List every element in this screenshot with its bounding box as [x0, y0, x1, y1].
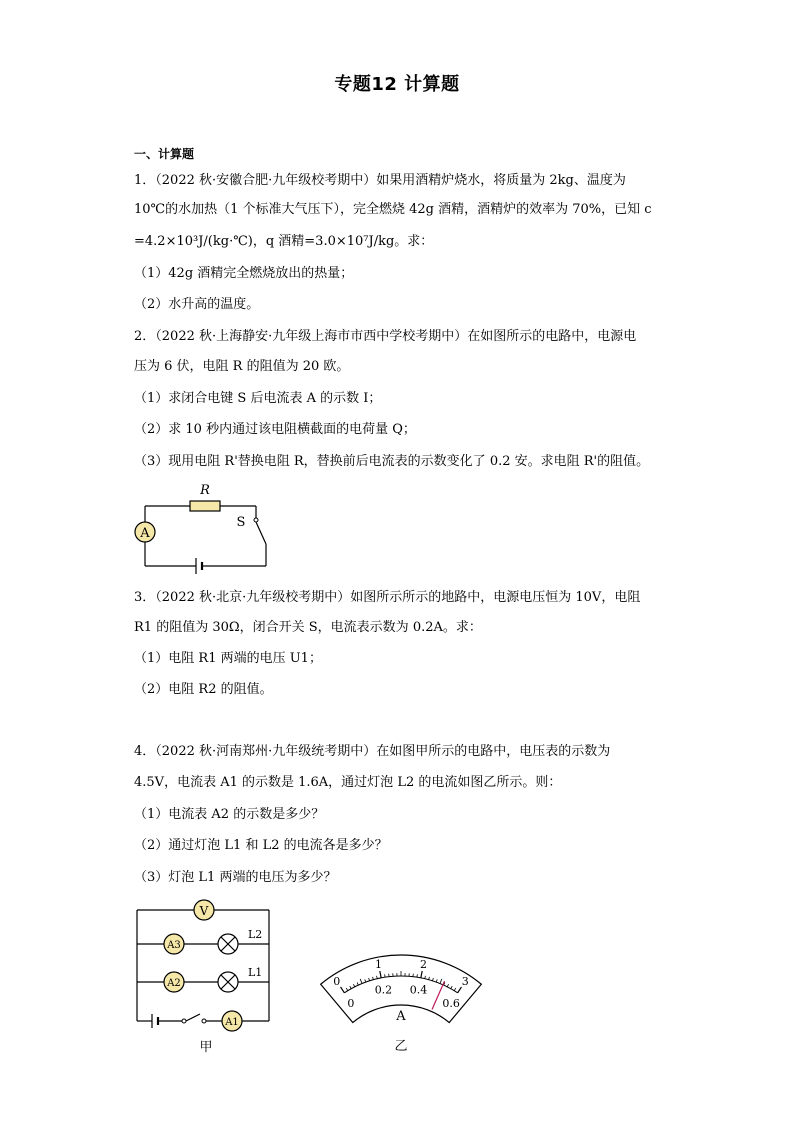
page-title: 专题12 计算题 — [334, 74, 460, 95]
figure-caption-yi: 乙 — [394, 1039, 408, 1054]
q1-sub1: （1）42g 酒精完全燃烧放出的热量； — [134, 266, 354, 281]
dial-outer-tick-label: 0 — [333, 975, 341, 989]
dial-inner-tick-label: 0.2 — [374, 983, 393, 997]
dial-outer-tick-label: 1 — [374, 958, 382, 972]
figure-caption-jia: 甲 — [199, 1040, 213, 1055]
q2-sub1: （1）求闭合电键 S 后电流表 A 的示数 I； — [134, 391, 382, 406]
dial-outer-tick-label: 3 — [461, 975, 469, 989]
q4-circuit-figure — [128, 896, 278, 1056]
q1-line1: 1．（2022 秋·安徽合肥·九年级校考期中）如果用酒精炉烧水，将质量为 2kg、温度为 — [134, 173, 626, 188]
switch-contact — [254, 518, 258, 522]
q3-line1: 3．（2022 秋·北京·九年级校考期中）如图所示所示的地路中，电源电压恒为 10V，电阻 — [134, 590, 641, 605]
lamp-l1-icon — [218, 972, 238, 992]
q2-sub3: （3）现用电阻 R'替换电阻 R，替换前后电流表的示数变化了 0.2 安。求电阻 R'的阻值。 — [134, 454, 650, 469]
voltmeter-v-label: V — [199, 904, 209, 918]
q2-line2: 压为 6 伏，电阻 R 的阻值为 20 欧。 — [134, 359, 350, 374]
dial-inner-tick-label: 0.6 — [442, 996, 460, 1010]
resistor-r-label: R — [200, 483, 210, 498]
q2-line1: 2．（2022 秋·上海静安·九年级上海市市西中学校考期中）在如图所示的电路中，电源电 — [134, 329, 637, 344]
q4-ammeter-dial — [312, 930, 492, 1058]
q4-sub3: （3）灯泡 L1 两端的电压为多少？ — [134, 870, 337, 885]
dial-inner-tick-label: 0.4 — [409, 983, 428, 997]
q1-sub2: （2）水升高的温度。 — [134, 297, 260, 312]
ammeter-a2-label: A2 — [167, 978, 181, 989]
q3-sub1: （1）电阻 R1 两端的电压 U1； — [134, 651, 322, 666]
dial-inner-tick-label: 0 — [347, 996, 355, 1010]
q4-line1: 4．（2022 秋·河南郑州·九年级统考期中）在如图甲所示的电路中，电压表的示数为 — [134, 744, 611, 759]
ammeter-a-label: A — [140, 526, 150, 541]
q1-line3: =4.2×10³J/(kg·℃)，q 酒精=3.0×10⁷J/kg。求： — [134, 234, 434, 249]
section-heading: 一、计算题 — [134, 147, 195, 161]
q4-sub1: （1）电流表 A2 的示数是多少？ — [134, 807, 325, 822]
resistor-r — [190, 501, 220, 511]
q3-sub2: （2）电阻 R2 的阻值。 — [134, 682, 273, 697]
lamp-l2-label: L2 — [248, 928, 263, 941]
dial-outer-tick-label: 2 — [420, 958, 428, 972]
lamp-l1-label: L1 — [248, 966, 263, 979]
switch-contact-left — [182, 1019, 186, 1023]
ammeter-a1-label: A1 — [225, 1017, 239, 1028]
ammeter-a3-label: A3 — [167, 940, 181, 951]
switch-contact-right — [202, 1019, 206, 1023]
q4-sub2: （2）通过灯泡 L1 和 L2 的电流各是多少？ — [134, 838, 388, 853]
dial-unit-label: A — [396, 1009, 406, 1024]
q1-line2: 10℃的水加热（1 个标准大气压下），完全燃烧 42g 酒精，酒精炉的效率为 70%，已知 c — [134, 202, 652, 217]
q2-circuit-figure — [128, 478, 278, 578]
q4-line2: 4.5V，电流表 A1 的示数是 1.6A，通过灯泡 L2 的电流如图乙所示。则： — [134, 775, 562, 790]
lamp-l2-icon — [218, 934, 238, 954]
q3-line2: R1 的阻值为 30Ω，闭合开关 S，电流表示数为 0.2A。求： — [134, 620, 482, 635]
q2-sub2: （2）求 10 秒内通过该电阻横截面的电荷量 Q； — [134, 422, 416, 437]
switch-s-label: S — [236, 515, 246, 530]
